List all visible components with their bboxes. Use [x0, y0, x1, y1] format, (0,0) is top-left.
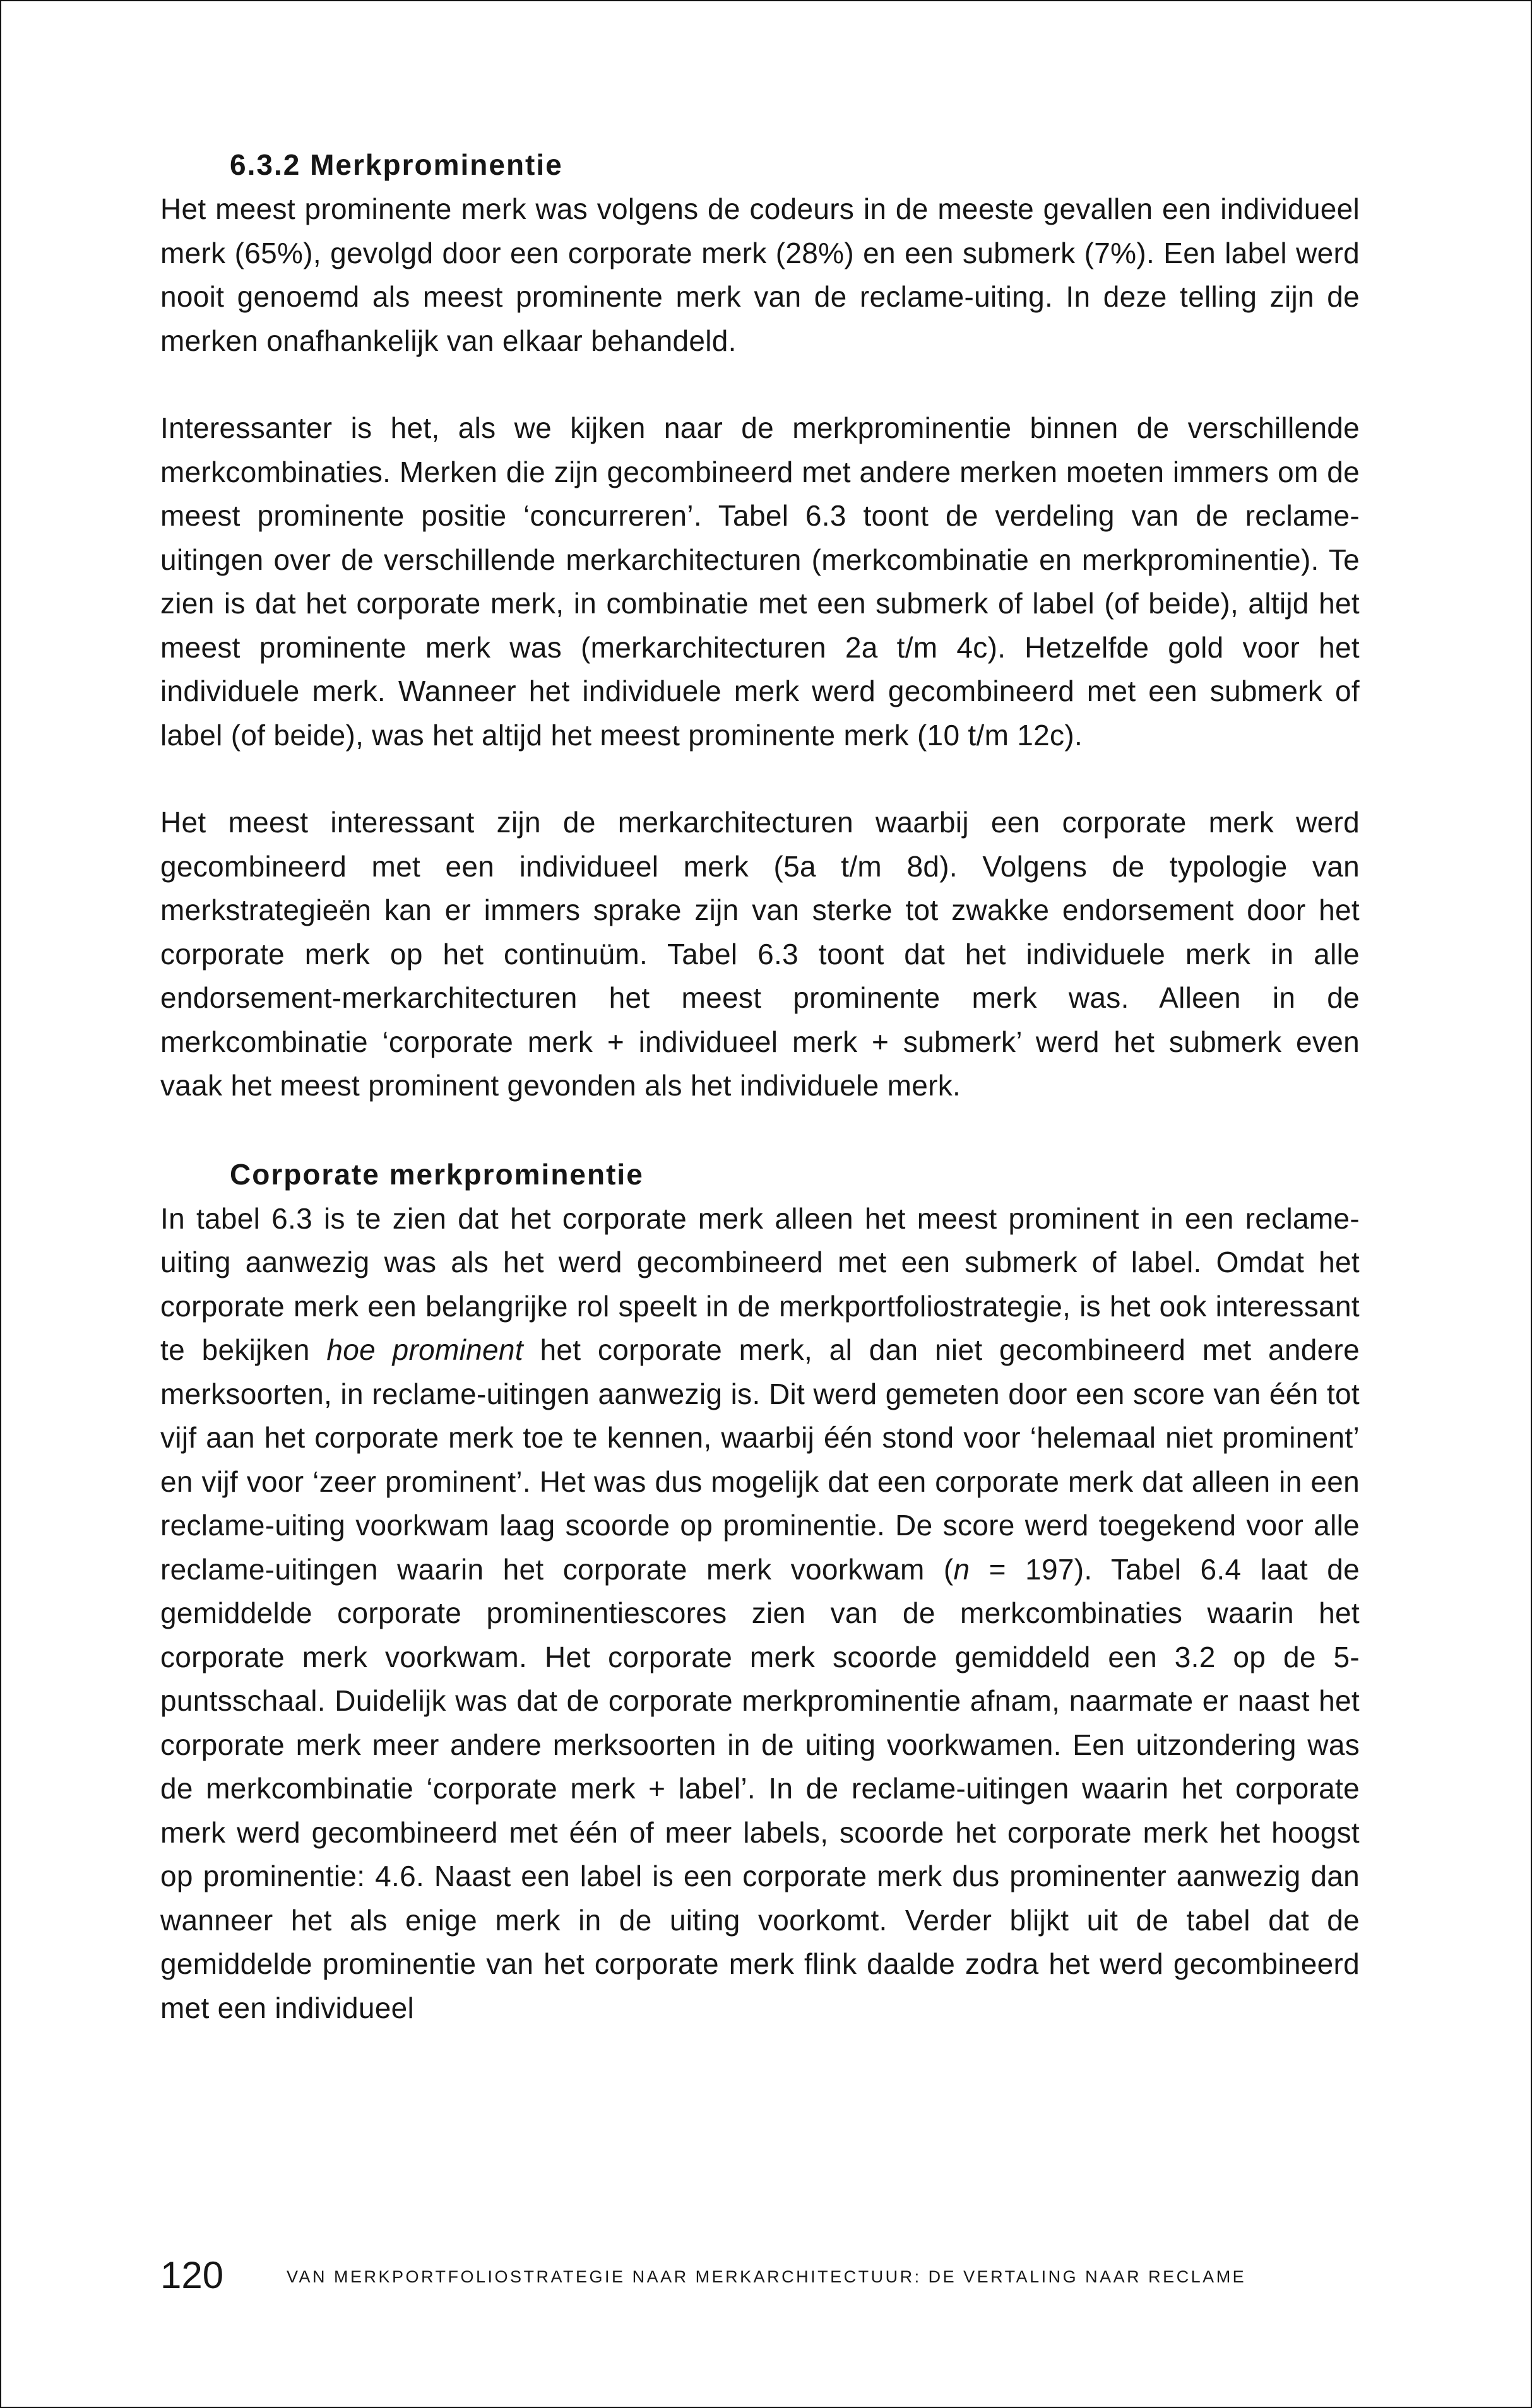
paragraph-2: Interessanter is het, als we kijken naar de merkprominentie binnen de verschillende merkcombinaties. Merken die zijn gecombineerd met andere merken moeten immers om de meest prominente positie ‘concurreren’. Tabel 6.3 toont de verdeling van de reclame-uitingen over de verschillende merkarchitecturen (merkcombinatie en merkprominentie). Te zien is dat het corporate merk, in combinatie met een submerk of label (of beide), altijd het meest prominente merk was (merkarchitecturen 2a t/m 4c). Hetzelfde gold voor het individuele merk. Wanneer het individuele merk werd gecombineerd met een submerk of label (of beide), was het altijd het meest prominente merk (10 t/m 12c). — [160, 411, 1360, 752]
paragraph-4-emphasis-n: n — [953, 1552, 970, 1586]
paragraph-4-text-a: In tabel 6.3 is te zien dat het corporate merk alleen het meest prominent in een reclame-uiting aanwezig was als het werd gecombineerd met een submerk of label. Omdat het corporate merk een belangrijke rol speelt in de merkportfoliostrategie, is het ook interessant te bekijken — [160, 1201, 1360, 1366]
paragraph-1: Het meest prominente merk was volgens de codeurs in de meeste gevallen een individueel merk (65%), gevolgd door een corporate merk (28%) en een submerk (7%). Een label werd nooit genoemd als meest prominente merk van de reclame-uiting. In deze telling zijn de merken onafhankelijk van elkaar behandeld. — [160, 192, 1360, 357]
section-heading: 6.3.2 Merkprominentie — [230, 148, 563, 181]
subsection-heading: Corporate merkprominentie — [230, 1157, 644, 1191]
paragraph-4-text-b: het corporate merk, al dan niet gecombineerd met andere merksoorten, in reclame-uitingen aanwezig is. Dit werd gemeten door een score van één tot vijf aan het corporate merk toe te kennen, waarbij één stond voor ‘helemaal niet prominent’ en vijf voor ‘zeer prominent’. Het was dus mogelijk dat een corporate merk dat alleen in een reclame-uiting voorkwam laag scoorde op prominentie. De score werd toegekend voor alle reclame-uitingen waarin het corporate merk voorkwam ( — [160, 1333, 1360, 1586]
page-number: 120 — [160, 2254, 224, 2296]
running-title: VAN MERKPORTFOLIOSTRATEGIE NAAR MERKARCHITECTUUR: DE VERTALING NAAR RECLAME — [287, 2267, 1247, 2286]
page-footer — [160, 2250, 1360, 2301]
paragraph-3: Het meest interessant zijn de merkarchitecturen waarbij een corporate merk werd gecombineerd met een individueel merk (5a t/m 8d). Volgens de typologie van merkstrategieën kan er immers sprake zijn van sterke tot zwakke endorsement door het corporate merk op het continuüm. Tabel 6.3 toont dat het individuele merk in alle endorsement-merkarchitecturen het meest prominente merk was. Alleen in de merkcombinatie ‘corporate merk + individueel merk + submerk’ werd het submerk even vaak het meest prominent gevonden als het individuele merk. — [160, 806, 1360, 1102]
page-content — [160, 142, 1360, 2030]
paragraph-4-emphasis-hoe-prominent: hoe prominent — [326, 1333, 523, 1366]
paragraph-4 — [160, 1197, 1360, 2031]
paragraph-4-text-c: = 197). Tabel 6.4 laat de gemiddelde corporate prominentiescores zien van de merkcombinaties waarin het corporate merk voorkwam. Het corporate merk scoorde gemiddeld een 3.2 op de 5-puntsschaal. Duidelijk was dat de corporate merkprominentie afnam, naarmate er naast het corporate merk meer andere merksoorten in de uiting voorkwamen. Een uitzondering was de merkcombinatie ‘corporate merk + label’. In de reclame-uitingen waarin het corporate merk werd gecombineerd met één of meer labels, scoorde het corporate merk het hoogst op prominentie: 4.6. Naast een label is een corporate merk dus prominenter aanwezig dan wanneer het als enige merk in de uiting voorkomt. Verder blijkt uit de tabel dat de gemiddelde prominentie van het corporate merk flink daalde zodra het werd gecombineerd met een individueel — [160, 1552, 1360, 2024]
